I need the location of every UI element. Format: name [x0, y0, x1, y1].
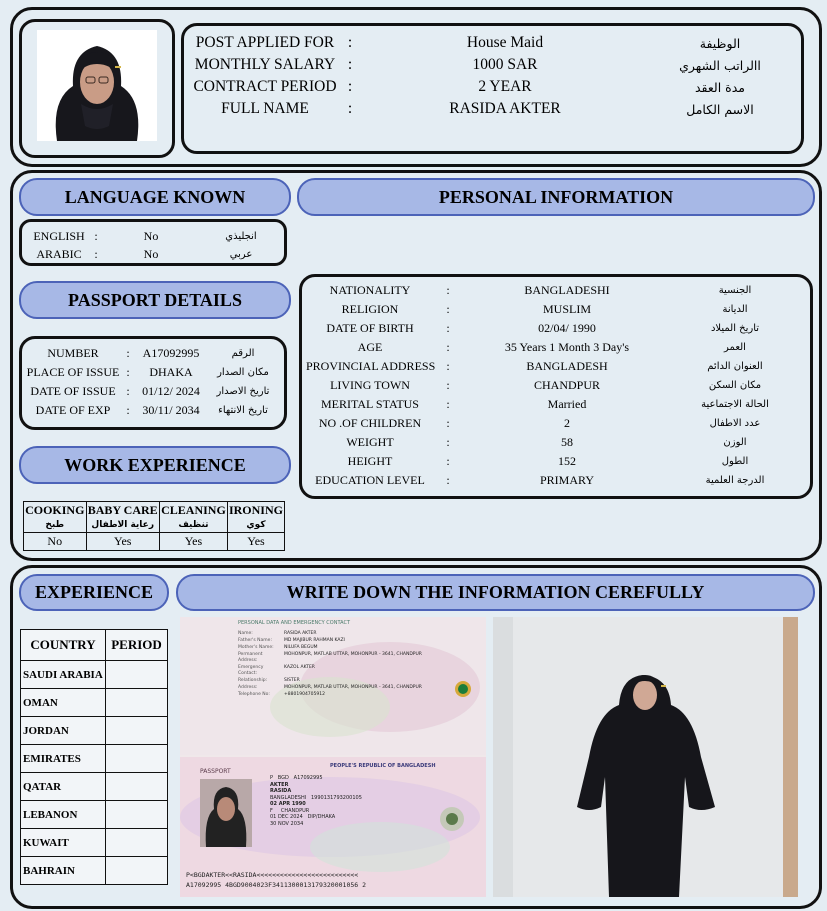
- header-row-arabic: الاسم الكامل: [686, 101, 754, 117]
- work-col-arabic: طبخ: [24, 518, 87, 533]
- personal-value: 58: [561, 435, 573, 449]
- upper-field-value: +8801904705912: [284, 692, 325, 697]
- passport-lower-page: [180, 757, 486, 897]
- personal-value: MUSLIM: [542, 302, 591, 316]
- passport-title: PASSPORT DETAILS: [19, 281, 291, 319]
- pp-expiry: 30 NOV 2034: [270, 820, 304, 827]
- personal-arabic: الديانة: [722, 304, 748, 315]
- header-row: [190, 54, 798, 76]
- personal-label: MERITAL STATUS: [321, 397, 419, 411]
- personal-row: [306, 281, 806, 300]
- period-cell: [106, 829, 168, 857]
- work-col-header: COOKING: [25, 502, 85, 517]
- upper-field-row: [238, 678, 438, 684]
- personal-row: [306, 414, 806, 433]
- experience-row: [21, 801, 168, 829]
- header-row-colon: :: [347, 100, 353, 117]
- pp-dob: 02 APR 1990: [270, 801, 306, 807]
- personal-value: 2: [564, 416, 570, 430]
- personal-arabic: مكان السكن: [708, 380, 762, 391]
- upper-field-key: Emergency Contact:: [238, 665, 264, 676]
- period-cell: [106, 689, 168, 717]
- passport-arabic: مكان الصدار: [217, 367, 269, 378]
- upper-field-key: Name:: [238, 631, 253, 636]
- language-colon: :: [94, 228, 98, 243]
- period-cell: [106, 745, 168, 773]
- experience-table: [20, 629, 168, 885]
- upper-field-value: RASIDA AKTER: [284, 631, 317, 636]
- passport-label: DATE OF EXP: [35, 403, 111, 417]
- passport-country: PEOPLE'S REPUBLIC OF BANGLADESH: [330, 763, 436, 769]
- mrz-line-1: P<BGDAKTER<<RASIDA<<<<<<<<<<<<<<<<<<<<<<<<<<: [186, 871, 359, 879]
- personal-row: [306, 433, 806, 452]
- pp-given: RASIDA: [270, 788, 292, 794]
- language-label: ENGLISH: [33, 228, 85, 243]
- period-cell: [106, 717, 168, 745]
- upper-field-value: MOHONPUR, MATLAB UTTAR, MOHONPUR - 3641, CHANDPUR: [284, 685, 422, 690]
- upper-fields: [238, 631, 438, 699]
- experience-title: EXPERIENCE: [19, 574, 169, 611]
- language-row: [25, 245, 283, 263]
- pp-nationality: BANGLADESHI 1990131793200105: [270, 794, 362, 801]
- header-row-value: RASIDA AKTER: [449, 100, 561, 117]
- upper-field-value: MD MAJIBUR RAHMAN KAZI: [284, 638, 345, 643]
- upper-field-value: SISTER: [284, 678, 300, 683]
- work-col-value: Yes: [86, 533, 159, 551]
- period-cell: [106, 857, 168, 885]
- personal-colon: :: [446, 359, 450, 373]
- country-cell: EMIRATES: [21, 745, 106, 773]
- personal-label: HEIGHT: [347, 454, 393, 468]
- personal-colon: :: [446, 283, 450, 297]
- full-body-photo: [493, 617, 798, 897]
- personal-colon: :: [446, 435, 450, 449]
- personal-arabic: الوزن: [723, 437, 747, 448]
- upper-field-value: MOHONPUR, MATLAB UTTAR, MOHONPUR - 3641, CHANDPUR: [284, 652, 422, 657]
- post-info-rows: [190, 32, 798, 120]
- language-value: No: [143, 246, 159, 261]
- language-arabic: انجليذي: [225, 230, 257, 242]
- work-col-header: IRONING: [228, 502, 283, 517]
- upper-field-key: Father's Name:: [238, 638, 272, 643]
- header-row-colon: :: [347, 78, 353, 95]
- upper-field-row: [238, 692, 438, 698]
- upper-field-key: Relationship:: [238, 678, 268, 683]
- personal-label: EDUCATION LEVEL: [315, 473, 425, 487]
- header-row: [190, 98, 798, 120]
- personal-row: [306, 357, 806, 376]
- passport-row: [25, 401, 283, 420]
- passport-value: DHAKA: [149, 365, 193, 379]
- work-col-header: BABY CARE: [87, 502, 158, 517]
- personal-label: RELIGION: [341, 302, 399, 316]
- personal-value: 152: [558, 454, 576, 468]
- personal-value: 35 Years 1 Month 3 Day's: [504, 340, 630, 354]
- language-colon: :: [94, 246, 98, 261]
- upper-heading: PERSONAL DATA AND EMERGENCY CONTACT: [238, 620, 351, 626]
- passport-rows: [25, 344, 283, 420]
- personal-label: LIVING TOWN: [330, 378, 410, 392]
- experience-row: [21, 717, 168, 745]
- upper-field-row: [238, 652, 438, 664]
- personal-value: CHANDPUR: [533, 378, 600, 392]
- header-row-arabic: مدة العقد: [695, 79, 745, 95]
- pp-sex-place: F CHANDPUR: [270, 807, 310, 814]
- language-value: No: [143, 228, 159, 243]
- header-row-label: FULL NAME: [221, 100, 309, 117]
- work-col-arabic: تنظيف: [159, 518, 227, 533]
- country-cell: LEBANON: [21, 801, 106, 829]
- language-label: ARABIC: [36, 246, 82, 261]
- experience-row: [21, 773, 168, 801]
- work-col-header: CLEANING: [161, 502, 226, 517]
- personal-colon: :: [446, 454, 450, 468]
- personal-arabic: الدرجة العلمية: [705, 475, 765, 486]
- profile-photo: [37, 30, 157, 141]
- personal-title: PERSONAL INFORMATION: [297, 178, 815, 216]
- personal-colon: :: [446, 302, 450, 316]
- header-row-label: MONTHLY SALARY: [194, 56, 336, 73]
- mrz-line-2: A17092995 4BGD9004023F3411300013179320001056 2: [186, 881, 367, 889]
- language-row: [25, 227, 283, 245]
- personal-row: [306, 376, 806, 395]
- experience-row: [21, 661, 168, 689]
- period-cell: [106, 661, 168, 689]
- personal-colon: :: [446, 321, 450, 335]
- upper-field-key: Mother's Name:: [238, 645, 274, 650]
- work-header-row: [24, 502, 285, 519]
- country-cell: OMAN: [21, 689, 106, 717]
- work-table: [23, 501, 285, 551]
- passport-value: 30/11/ 2034: [142, 403, 200, 417]
- personal-colon: :: [446, 378, 450, 392]
- experience-row: [21, 745, 168, 773]
- experience-header-row: [21, 630, 168, 661]
- upper-field-key: Permanent Address:: [238, 652, 263, 663]
- period-cell: [106, 801, 168, 829]
- personal-row: [306, 395, 806, 414]
- work-title: WORK EXPERIENCE: [19, 446, 291, 484]
- personal-label: DATE OF BIRTH: [326, 321, 414, 335]
- personal-label: PROVINCIAL ADDRESS: [306, 359, 436, 373]
- passport-row: [25, 382, 283, 401]
- period-header: PERIOD: [106, 630, 168, 661]
- passport-label: DATE OF ISSUE: [30, 384, 116, 398]
- experience-table-wrap: [20, 629, 168, 885]
- personal-arabic: العمر: [724, 342, 746, 353]
- personal-colon: :: [446, 416, 450, 430]
- personal-row: [306, 338, 806, 357]
- passport-colon: :: [126, 346, 130, 360]
- personal-arabic: عدد الاطفال: [709, 418, 761, 429]
- personal-rows: [306, 281, 806, 490]
- passport-word: PASSPORT: [200, 768, 231, 775]
- personal-arabic: العنوان الدائم: [707, 361, 763, 372]
- passport-arabic: الرقم: [231, 348, 255, 359]
- header-row-value: House Maid: [466, 34, 544, 51]
- header-row-label: POST APPLIED FOR: [195, 34, 335, 51]
- period-cell: [106, 773, 168, 801]
- country-cell: BAHRAIN: [21, 857, 106, 885]
- language-title: LANGUAGE KNOWN: [19, 178, 291, 216]
- upper-field-row: [238, 685, 438, 691]
- work-col-value: Yes: [227, 533, 284, 551]
- personal-colon: :: [446, 473, 450, 487]
- personal-row: [306, 300, 806, 319]
- personal-value: PRIMARY: [539, 473, 595, 487]
- header-row-value: 2 YEAR: [478, 78, 532, 95]
- personal-arabic: الحالة الاجتماعية: [701, 399, 769, 410]
- header-row-colon: :: [347, 34, 353, 51]
- work-col-arabic: رعاية الاطفال: [86, 518, 159, 533]
- language-rows: [25, 227, 283, 263]
- personal-row: [306, 471, 806, 490]
- personal-label: NO .OF CHILDREN: [318, 416, 422, 430]
- work-col-value: Yes: [159, 533, 227, 551]
- passport-colon: :: [126, 384, 130, 398]
- passport-arabic: تاريخ الاصدار: [216, 386, 270, 397]
- personal-label: AGE: [357, 340, 383, 354]
- header-row: [190, 32, 798, 54]
- header-row-arabic: الوظيفة: [699, 35, 741, 51]
- passport-bio-fields: [270, 775, 440, 827]
- personal-value: BANGLADESHI: [524, 283, 610, 297]
- personal-row: [306, 452, 806, 471]
- upper-field-row: [238, 638, 438, 644]
- upper-field-value: NILUFA BEGUM: [284, 645, 318, 650]
- passport-scan: [180, 617, 486, 897]
- country-cell: JORDAN: [21, 717, 106, 745]
- passport-label: PLACE OF ISSUE: [26, 365, 120, 379]
- passport-colon: :: [126, 365, 130, 379]
- personal-value: 02/04/ 1990: [538, 321, 596, 335]
- upper-field-row: [238, 665, 438, 677]
- passport-colon: :: [126, 403, 130, 417]
- header-row: [190, 76, 798, 98]
- personal-value: BANGLADESH: [526, 359, 608, 373]
- upper-field-key: Address:: [238, 685, 258, 690]
- work-value-row: [24, 533, 285, 551]
- country-cell: KUWAIT: [21, 829, 106, 857]
- experience-row: [21, 857, 168, 885]
- passport-value: A17092995: [142, 346, 200, 360]
- personal-label: WEIGHT: [346, 435, 394, 449]
- upper-field-row: [238, 631, 438, 637]
- experience-row: [21, 829, 168, 857]
- notice-title: WRITE DOWN THE INFORMATION CEREFULLY: [176, 574, 815, 611]
- passport-row: [25, 363, 283, 382]
- passport-value: 01/12/ 2024: [142, 384, 200, 398]
- personal-arabic: تاريخ الميلاد: [710, 323, 760, 334]
- personal-arabic: الجنسية: [718, 285, 752, 296]
- header-row-arabic: االراتب الشهري: [679, 57, 761, 73]
- experience-row: [21, 689, 168, 717]
- country-cell: SAUDI ARABIA: [21, 661, 106, 689]
- personal-value: Married: [547, 397, 587, 411]
- personal-colon: :: [446, 397, 450, 411]
- header-row-colon: :: [347, 56, 353, 73]
- language-arabic: عربي: [229, 248, 253, 260]
- passport-holder-photo: [200, 779, 252, 847]
- passport-label: NUMBER: [47, 346, 99, 360]
- country-header: COUNTRY: [21, 630, 106, 661]
- work-header-arabic-row: [24, 518, 285, 533]
- pp-type-line: P BGD A17092995: [270, 775, 323, 781]
- work-col-arabic: كوي: [227, 518, 284, 533]
- upper-field-value: KAZOL AKTER: [284, 665, 315, 670]
- personal-colon: :: [446, 340, 450, 354]
- upper-field-key: Telephone No:: [238, 692, 270, 697]
- pp-surname: AKTER: [270, 781, 289, 788]
- upper-field-row: [238, 645, 438, 651]
- header-row-value: 1000 SAR: [472, 56, 538, 73]
- passport-row: [25, 344, 283, 363]
- personal-row: [306, 319, 806, 338]
- personal-arabic: الطول: [721, 456, 749, 467]
- pp-issue: 01 DEC 2024 DIP/DHAKA: [270, 814, 336, 820]
- header-row-label: CONTRACT PERIOD: [193, 78, 337, 95]
- passport-arabic: تاريخ الانتهاء: [218, 405, 268, 416]
- personal-label: NATIONALITY: [329, 283, 411, 297]
- passport-upper-page: [180, 617, 486, 755]
- work-col-value: No: [24, 533, 87, 551]
- country-cell: QATAR: [21, 773, 106, 801]
- work-table-wrap: [23, 501, 285, 551]
